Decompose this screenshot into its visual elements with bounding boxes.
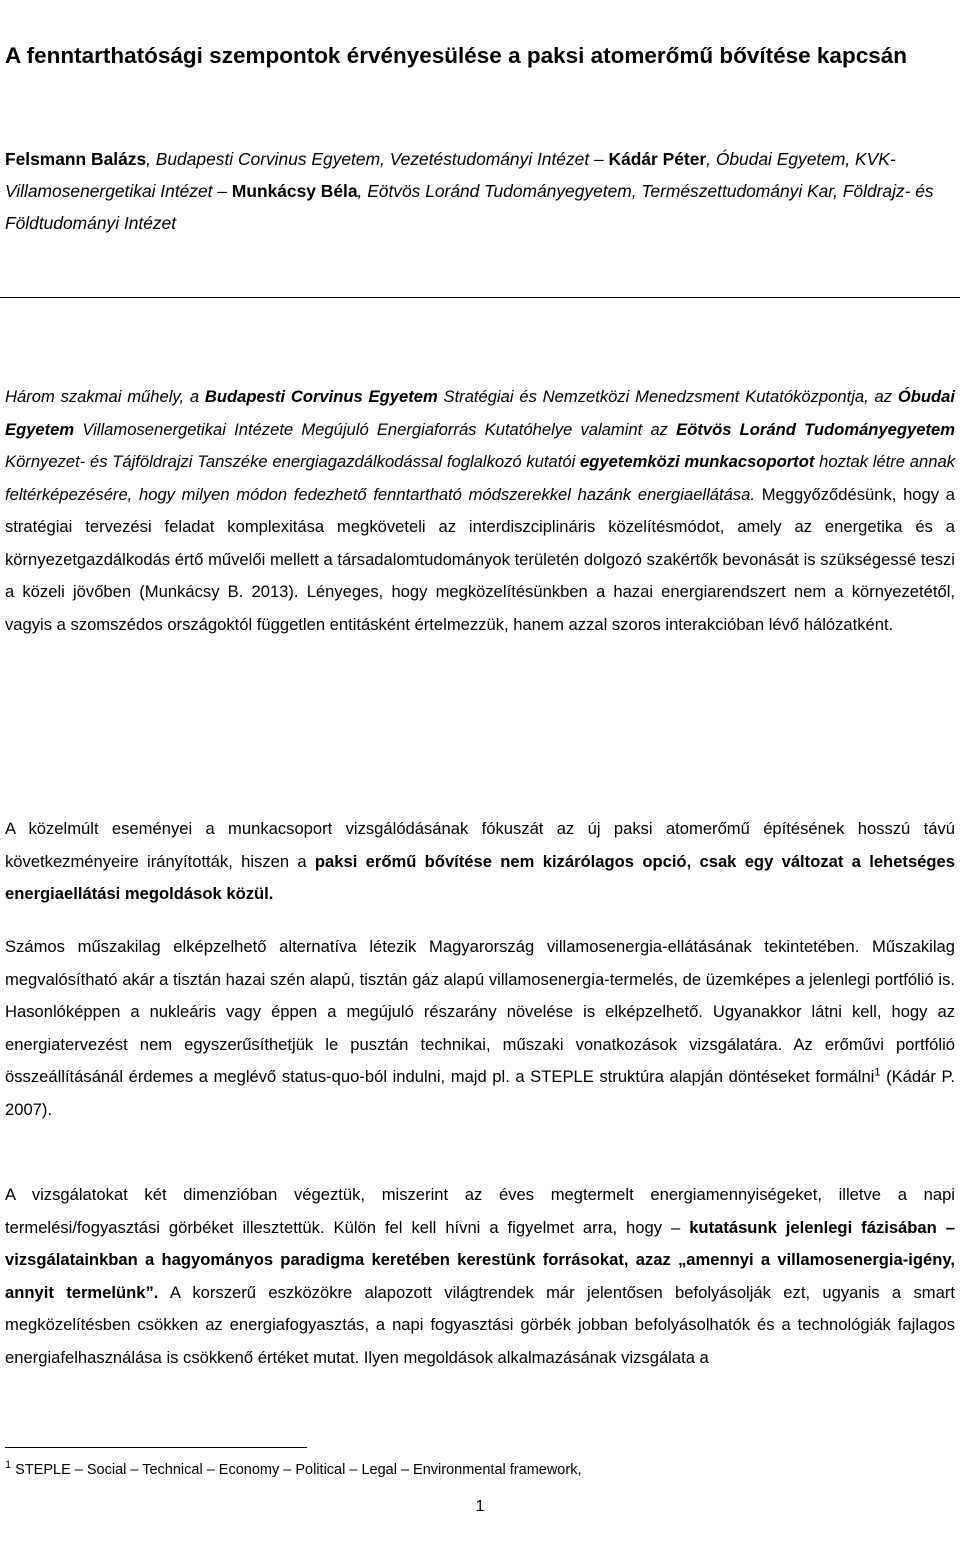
paper-title: A fenntarthatósági szempontok érvényesülése a paksi atomerőmű bővítése kapcsán xyxy=(5,43,907,68)
author-affiliation: , Óbudai Egyetem, KVK-Villamosenergetikai Intézet – xyxy=(5,149,896,201)
author-name: Munkácsy Béla xyxy=(231,181,358,201)
footnote xyxy=(5,1458,955,1482)
bold-text: Eötvös Loránd Tudományegyetem xyxy=(676,419,955,439)
text-run: A közelmúlt eseményei a munkacsoport vizsgálódásának fókuszát az új paksi atomerőmű építésének hosszú távú következményeire irányították, hiszen a xyxy=(5,819,955,871)
text-run: A korszerű eszközökre alapozott világtrendek már jelentősen befolyásolják ezt, ugyanis a smart megközelítésben csökken az energiafogyasztás, a napi fogyasztási görbék jobban befolyásolhatók és a technológiák fajlagos energiafelhasználása is csökkenő értéket mutat. Ilyen megoldások alkalmazásának vizsgálata a xyxy=(5,1282,955,1367)
text-run: (Kádár P. 2007). xyxy=(5,1067,955,1119)
bold-text: paksi erőmű bővítése nem kizárólagos opció, csak egy változat a lehetséges energiaellátási megoldások közül. xyxy=(5,851,955,903)
bold-text: Óbudai Egyetem xyxy=(5,387,955,439)
abstract-paragraph xyxy=(5,381,955,641)
body-paragraph xyxy=(5,931,955,1126)
text-run: Környezet- és Tájföldrajzi Tanszéke energiagazdálkodással foglalkozó kutatói xyxy=(5,452,581,471)
author-name: Felsmann Balázs xyxy=(5,149,147,169)
text-run: Számos műszakilag elképzelhető alternatíva létezik Magyarország villamosenergia-ellátásának tekintetében. Műszakilag megvalósítható akár a tisztán hazai szén alapú, tisztán gáz alapú villamosenergia-termelés, de üzemképes a jelenlegi portfólió is. Hasonlóképpen a nukleáris vagy éppen a megújuló részarány növelése is elképzelhető. Ugyanakkor látni kell, hogy az energiatervezést nem egyszerűsíthetjük le pusztán technikai, műszaki vonatkozások vizsgálatára. Az erőművi portfólió összeállításánál érdemes a meglévő status-quo-ból indulni, majd pl. a STEPLE struktúra alapján döntéseket formálni xyxy=(5,937,955,1086)
footnote-ref[interactable]: 1 xyxy=(874,1066,881,1079)
footnote-text: STEPLE – Social – Technical – Economy – Political – Legal – Environmental framework, xyxy=(11,1462,582,1478)
footnote-divider xyxy=(5,1447,307,1448)
bold-text: kutatásunk jelenlegi fázisában – vizsgálatainkban a hagyományos paradigma keretében kerestünk forrásokat, azaz „amennyi a villamosenergia-igény, annyit termelünk”. xyxy=(5,1217,955,1302)
text-run: A vizsgálatokat két dimenzióban végeztük, miszerint az éves megtermelt energiamennyiségeket, illetve a napi termelési/fogyasztási görbéket illesztettük. Külön fel kell hívni a figyelmet arra, hogy – xyxy=(5,1185,955,1237)
text-run: Villamosenergetikai Intézete Megújuló Energiaforrás Kutatóhelye valamint az xyxy=(74,419,677,439)
footnote-number: 1 xyxy=(5,1459,12,1472)
header-divider xyxy=(0,297,960,298)
text-run: Stratégiai és Nemzetközi Menedzsment Kutatóközpontja, az xyxy=(437,387,898,406)
text-run: hoztak létre annak feltérképezésére, hogy milyen módon fedezhető fenntartható módszerekkel hazánk energiaellátása. xyxy=(5,452,956,504)
author-list xyxy=(5,143,955,239)
bold-text: egyetemközi munkacsoportot xyxy=(580,452,815,471)
body-paragraph xyxy=(5,813,955,911)
bold-text: Budapesti Corvinus Egyetem xyxy=(204,387,438,406)
text-run: Három szakmai műhely, a xyxy=(5,387,205,406)
page-number: 1 xyxy=(475,1498,485,1515)
author-affiliation: , Eötvös Loránd Tudományegyetem, Természettudományi Kar, Földrajz- és Földtudományi Intézet xyxy=(5,181,934,233)
author-affiliation: , Budapesti Corvinus Egyetem, Vezetéstudományi Intézet – xyxy=(146,149,609,169)
text-run: Meggyőződésünk, hogy a stratégiai tervezési feladat komplexitása megköveteli az interdiszciplináris közelítésmódot, amely az energetika és a környezetgazdálkodás értő művelői mellett a társadalomtudományok területén dolgozó szakértők bevonását is szükségessé teszi a közeli jövőben (Munkácsy B. 2013). Lényeges, hogy megközelítésünkben a hazai energiarendszert nem a környezetétől, vagyis a szomszédos országoktól független entitásként értelmezzük, hanem azzal szoros interakcióban lévő hálózatként. xyxy=(5,484,955,634)
author-name: Kádár Péter xyxy=(608,149,707,169)
body-paragraph xyxy=(5,1179,955,1374)
